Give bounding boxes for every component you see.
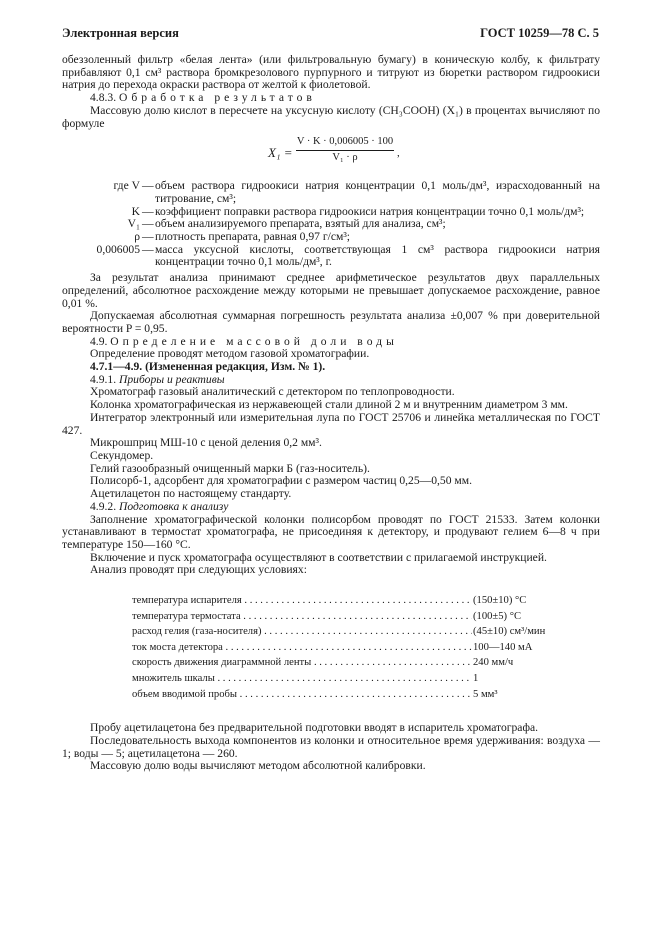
paragraph: Массовую долю воды вычисляют методом абсолютной калибровки. bbox=[90, 759, 426, 773]
condition-value: (100±5) °С bbox=[473, 610, 522, 622]
condition-row bbox=[62, 611, 600, 627]
definition-dash: — bbox=[142, 217, 154, 231]
definition-symbol: ρ bbox=[134, 230, 140, 244]
header-right: ГОСТ 10259—78 С. 5 bbox=[480, 26, 599, 40]
condition-row bbox=[62, 626, 600, 642]
definition-text: масса уксусной кислоты, соответствующая 1 см³ раствора гидроокиси натрия концентрации точно 0,1 моль/дм³, г. bbox=[155, 242, 600, 269]
definition-dash: — bbox=[142, 230, 154, 244]
paragraph: Пробу ацетилацетона без предварительной подготовки вводят в испаритель хроматографа. bbox=[90, 721, 539, 735]
condition-value: 240 мм/ч bbox=[473, 657, 514, 669]
paragraph: Микрошприц МШ-10 с ценой деления 0,2 мм³. bbox=[90, 436, 322, 450]
paragraph: За результат анализа принимают среднее арифметическое результатов двух параллельных определений, абсолютное расхождение между которыми не превышает допускаемое расхождение, равное 0,01 %. bbox=[62, 271, 600, 310]
definition-text: плотность препарата, равная 0,97 г/см³; bbox=[155, 230, 351, 244]
paragraph: Последовательность выхода компонентов из колонки и относительное время удерживания: воздуха — 1; воды — 5; ацетилацетона — 260. bbox=[62, 733, 600, 760]
condition-value: 1 bbox=[473, 672, 479, 684]
section-number: 4.9.1. bbox=[90, 372, 117, 386]
condition-value: 5 мм³ bbox=[473, 688, 498, 700]
paragraph: Интегратор электронный или измерительная лупа по ГОСТ 25706 и линейка металлическая по ГОСТ 427. bbox=[62, 410, 600, 437]
section-title: Приборы и реактивы bbox=[119, 372, 225, 386]
condition-value: (150±10) °С bbox=[473, 595, 527, 607]
condition-key: множитель шкалы . . . bbox=[132, 673, 472, 686]
paragraph: Гелий газообразный очищенный марки Б (газ-носитель). bbox=[90, 461, 370, 475]
section-title: Определение массовой доли воды bbox=[110, 334, 398, 348]
formula-numerator: V · K · 0,006005 · 100 bbox=[296, 136, 394, 151]
section-heading-4-9-2 bbox=[62, 501, 600, 514]
formula-comma: , bbox=[397, 147, 400, 160]
condition-key: температура испарителя . . . bbox=[132, 595, 472, 608]
paragraph: обеззоленный фильтр «белая лента» (или фильтровальную бумагу) в коническую колбу, к фильтрату прибавляют 0,1 см³ раствора бромкрезолового пурпурного и титруют из бюретки раствором гидроокиси натрия до перехода окраски раствора от желтой к фиолетовой. bbox=[62, 53, 600, 92]
formula-lhs: X₁ = bbox=[268, 145, 293, 161]
definition-symbol: V₁ bbox=[127, 217, 140, 231]
paragraph: Определение проводят методом газовой хроматографии. bbox=[90, 347, 370, 361]
condition-row bbox=[62, 595, 600, 611]
conditions-table bbox=[62, 595, 600, 704]
header-left: Электронная версия bbox=[62, 26, 179, 40]
paragraph: Включение и пуск хроматографа осуществляют в соответствии с прилагаемой инструкцией. bbox=[90, 550, 547, 564]
paragraph: Массовую долю кислот в пересчете на уксусную кислоту (CH₃COOH) (X₁) в процентах вычисляют по формуле bbox=[62, 103, 600, 130]
formula bbox=[62, 136, 600, 174]
page-header bbox=[62, 26, 599, 44]
paragraph: Анализ проводят при следующих условиях: bbox=[90, 563, 307, 577]
definition-dash: — bbox=[142, 242, 154, 256]
definition-dash: — bbox=[142, 204, 154, 218]
condition-key: скорость движения диаграммной ленты . . . bbox=[132, 657, 472, 670]
page-body bbox=[62, 54, 600, 773]
condition-key: расход гелия (газа-носителя) . . . bbox=[132, 626, 472, 639]
paragraph: Хроматограф газовый аналитический с детектором по теплопроводности. bbox=[90, 385, 455, 399]
section-number: 4.8.3. bbox=[90, 91, 117, 105]
definition-symbol: где V bbox=[113, 179, 140, 193]
definitions-list bbox=[62, 180, 600, 269]
definition-text: объем анализируемого препарата, взятый для анализа, см³; bbox=[155, 217, 446, 231]
condition-key: ток моста детектора . . . bbox=[132, 642, 472, 655]
condition-row bbox=[62, 642, 600, 658]
formula-fraction bbox=[296, 136, 394, 164]
paragraph: Секундомер. bbox=[90, 448, 154, 462]
paragraph: Полисорб-1, адсорбент для хроматографии с размером частиц 0,25—0,50 мм. bbox=[90, 474, 472, 488]
definition-dash: — bbox=[142, 179, 154, 193]
condition-row bbox=[62, 657, 600, 673]
condition-row bbox=[62, 689, 600, 705]
section-title: Обработка результатов bbox=[119, 91, 316, 105]
condition-value: (45±10) см³/мин bbox=[473, 626, 546, 638]
condition-row bbox=[62, 673, 600, 689]
definition-item bbox=[62, 180, 600, 205]
definition-symbol: 0,006005 bbox=[96, 242, 140, 256]
section-number: 4.9. bbox=[90, 334, 108, 348]
formula-denominator: V₁ · ρ bbox=[332, 151, 358, 163]
paragraph: Допускаемая абсолютная суммарная погрешность результата анализа ±0,007 % при доверительной вероятности P = 0,95. bbox=[62, 309, 600, 335]
section-title: Подготовка к анализу bbox=[119, 499, 229, 513]
condition-key: объем вводимой пробы . . . bbox=[132, 689, 472, 702]
paragraph: Ацетилацетон по настоящему стандарту. bbox=[90, 487, 292, 501]
definition-item bbox=[62, 244, 600, 269]
definition-symbol: K bbox=[131, 204, 140, 218]
definition-text: объем раствора гидроокиси натрия концентрации 0,1 моль/дм³, израсходованный на титрование, см³; bbox=[155, 179, 600, 205]
section-heading-4-8-3 bbox=[62, 92, 600, 105]
definition-text: коэффициент поправки раствора гидроокиси натрия концентрации точно 0,1 моль/дм³; bbox=[155, 204, 585, 218]
paragraph: Колонка хроматографическая из нержавеющей стали длиной 2 м и внутренним диаметром 3 мм. bbox=[90, 398, 568, 412]
paragraph: Заполнение хроматографической колонки полисорбом проводят по ГОСТ 21533. Затем колонки устанавливают в термостат хроматографа, не присоединяя к детектору, и продувают гелием 6—8 ч при температуре 150—160 °С. bbox=[62, 512, 600, 551]
amendment-note: 4.7.1—4.9. (Измененная редакция, Изм. № 1). bbox=[90, 360, 326, 374]
condition-key: температура термостата . . . bbox=[132, 611, 472, 624]
condition-value: 100—140 мА bbox=[473, 641, 533, 653]
section-number: 4.9.2. bbox=[90, 499, 117, 513]
